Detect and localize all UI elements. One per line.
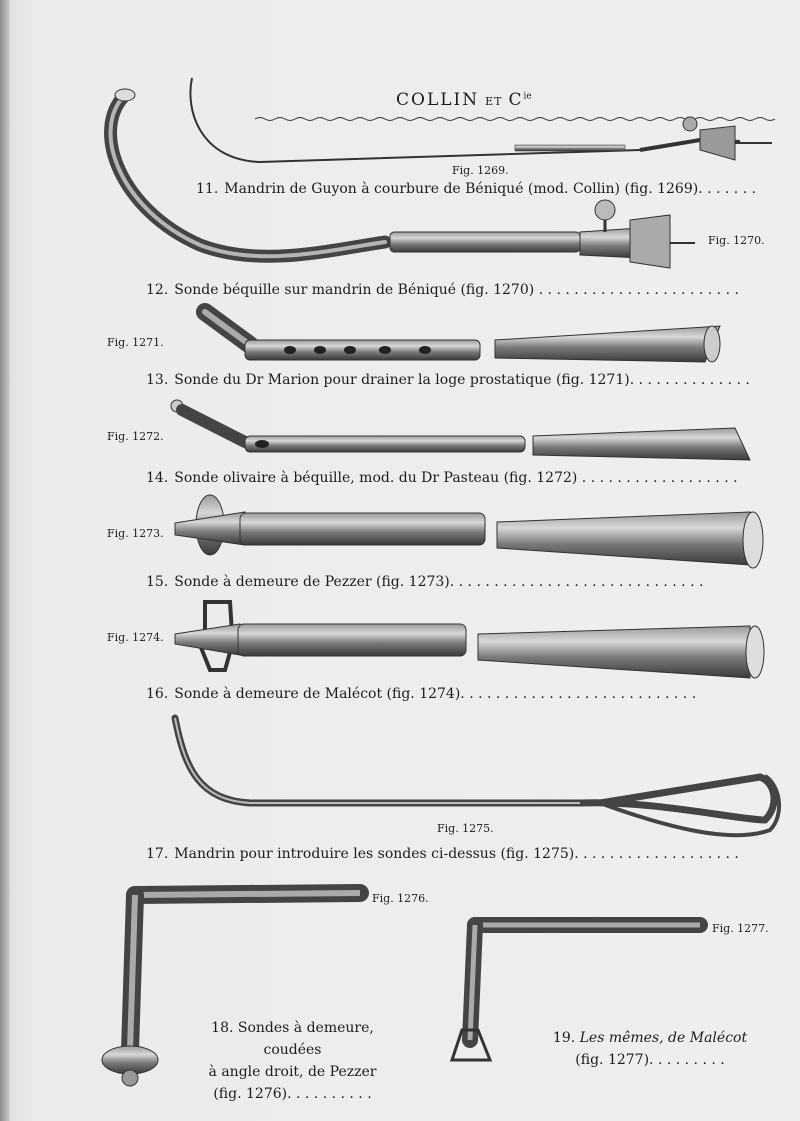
list-item-16 — [146, 686, 696, 702]
fig-label-1269: Fig. 1269. — [452, 164, 509, 177]
item-number: 12. — [146, 282, 169, 298]
instrument-fig-1274 — [175, 602, 764, 678]
item-text-line2: (fig. 1277). . . . . . . . . — [575, 1052, 725, 1068]
list-item-19 — [540, 1027, 760, 1071]
fig-label-1271: Fig. 1271. — [107, 336, 164, 349]
item-text: Sonde béquille sur mandrin de Béniqué (fig. 1270) . . . . . . . . . . . . . . . . . . . . . . . — [174, 282, 739, 298]
instrument-fig-1275 — [175, 718, 779, 835]
item-number: 13. — [146, 372, 169, 388]
instrument-fig-1269 — [190, 78, 772, 162]
item-text: Sonde du Dr Marion pour drainer la loge prostatique (fig. 1271). . . . . . . . . . . . . . — [174, 372, 750, 388]
header-company: COLLIN — [396, 90, 480, 110]
fig-label-1273: Fig. 1273. — [107, 527, 164, 540]
fig-label-1274: Fig. 1274. — [107, 631, 164, 644]
instrument-fig-1273 — [175, 495, 763, 568]
header-co: C — [508, 90, 524, 110]
fig-label-1277: Fig. 1277. — [712, 922, 769, 935]
item-number: 17. — [146, 846, 169, 862]
item-text: Sonde à demeure de Pezzer (fig. 1273). . . . . . . . . . . . . . . . . . . . . . . . . . . . . — [174, 574, 704, 590]
item-text-line2: à angle droit, de Pezzer — [208, 1064, 377, 1080]
header-et: ET — [485, 95, 503, 108]
list-item-14 — [146, 470, 738, 486]
list-item-12 — [146, 282, 739, 298]
list-item-18 — [190, 1017, 395, 1105]
item-number: 18. — [211, 1020, 234, 1036]
fig-label-1276: Fig. 1276. — [372, 892, 429, 905]
item-number: 15. — [146, 574, 169, 590]
fig-label-1272: Fig. 1272. — [107, 430, 164, 443]
header-co-sup: ie — [523, 91, 532, 102]
item-number: 11. — [196, 181, 219, 197]
item-text: Sonde olivaire à béquille, mod. du Dr Pasteau (fig. 1272) . . . . . . . . . . . . . . . . . . — [174, 470, 738, 486]
item-text: Mandrin pour introduire les sondes ci-dessus (fig. 1275). . . . . . . . . . . . . . . . . . . — [174, 846, 739, 862]
instrument-fig-1270 — [111, 89, 695, 268]
item-text: Mandrin de Guyon à courbure de Béniqué (mod. Collin) (fig. 1269). . . . . . . — [224, 181, 757, 197]
item-number: 16. — [146, 686, 169, 702]
item-text: Sonde à demeure de Malécot (fig. 1274). . . . . . . . . . . . . . . . . . . . . . . . . . . — [174, 686, 697, 702]
list-item-13 — [146, 372, 750, 388]
list-item-17 — [146, 846, 739, 862]
fig-label-1275: Fig. 1275. — [437, 822, 494, 835]
item-text-line1: Les mêmes, de Malécot — [579, 1030, 748, 1046]
list-item-15 — [146, 574, 703, 590]
instrument-fig-1271 — [205, 312, 720, 362]
item-text-line3: (fig. 1276). . . . . . . . . . — [213, 1086, 372, 1102]
item-number: 14. — [146, 470, 169, 486]
fig-label-1270: Fig. 1270. — [708, 234, 765, 247]
instrument-fig-1272 — [171, 400, 750, 460]
item-number: 19. — [552, 1030, 576, 1046]
list-item-11 — [196, 181, 756, 197]
item-text-line1: Sondes à demeure, coudées — [237, 1020, 374, 1058]
